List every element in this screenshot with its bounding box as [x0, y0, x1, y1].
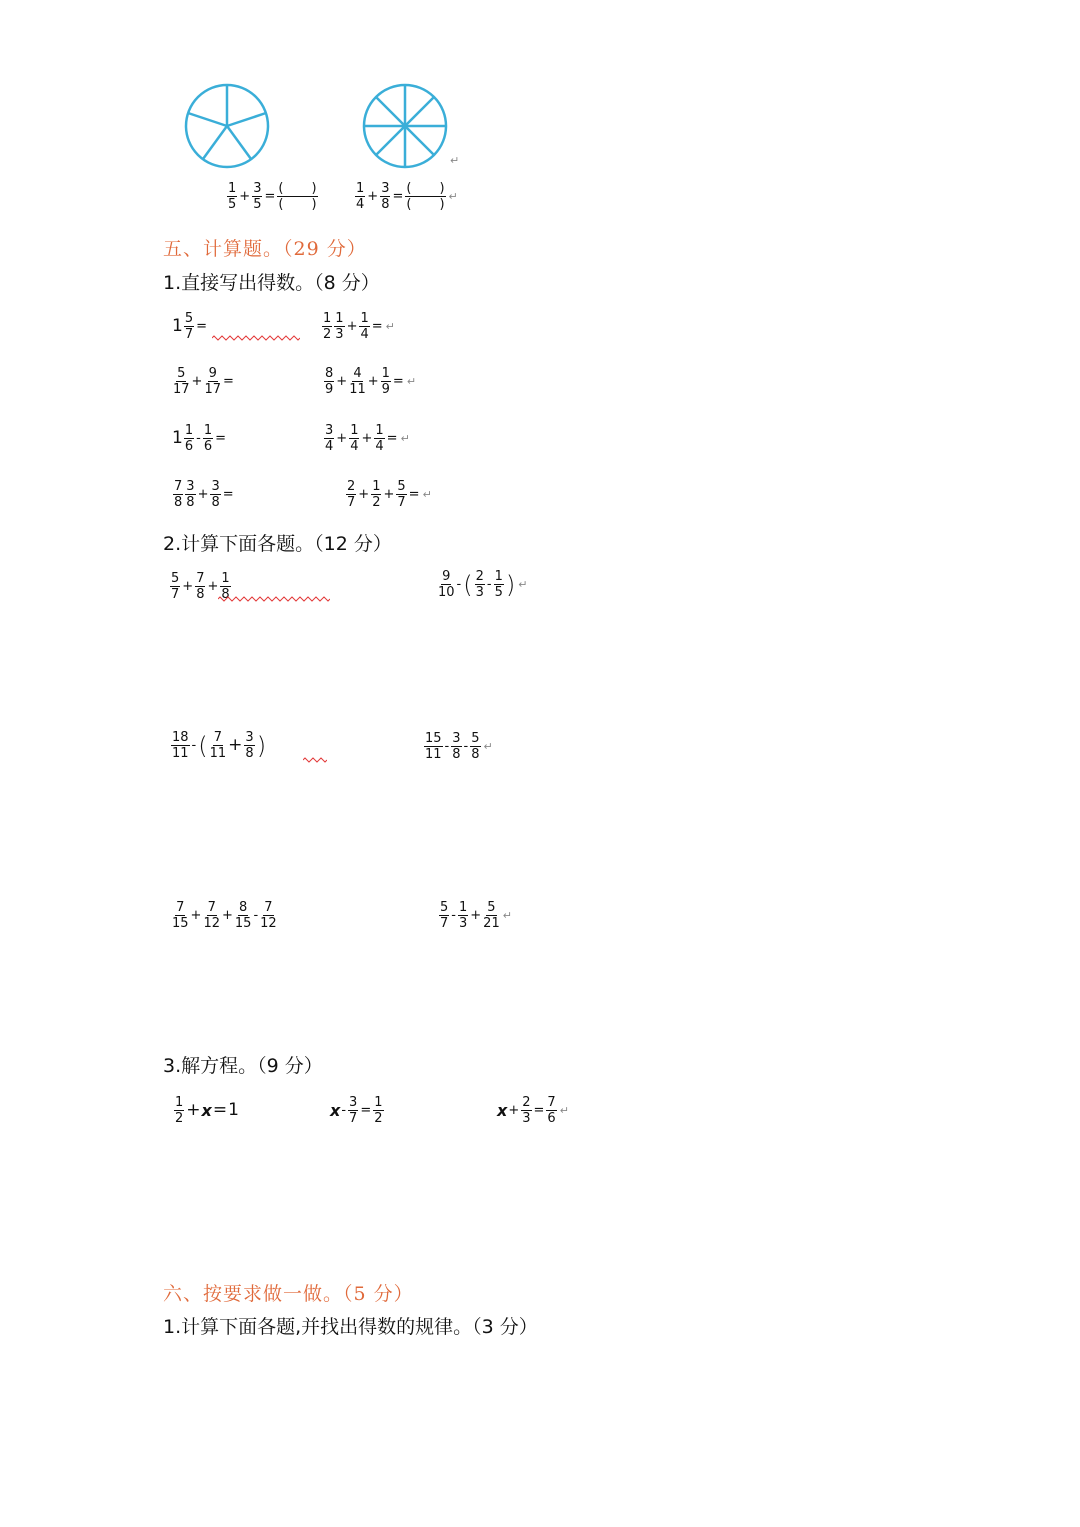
fraction: $\frac{1}{5}$ [228, 181, 237, 212]
return-mark: ↵ [448, 190, 458, 203]
fraction: $\frac{5}{8}$ [471, 731, 480, 762]
section5-q1-label: 1.直接写出得数。（8 分） [163, 272, 380, 294]
spellcheck-underline [218, 596, 330, 602]
fraction: $\frac{1}{2}$ [372, 479, 381, 510]
fraction: $\frac{7}{12}$ [260, 900, 277, 931]
diagram-left-expression: $\frac{1}{5}$ + $\frac{3}{5}$ = $\frac{( )}{( )}$ [228, 181, 317, 212]
q3-equation-1: $\frac{1}{2}$ + x = 1 [175, 1095, 239, 1126]
fraction: $\frac{1}{4}$ [356, 181, 365, 212]
fraction: $\frac{8}{15}$ [234, 900, 252, 931]
return-mark: ↵ [450, 154, 460, 167]
fraction: $\frac{4}{11}$ [349, 366, 366, 397]
fraction: $\frac{5}{7}$ [171, 571, 180, 602]
circle-fifths-diagram [180, 80, 275, 175]
fraction: $\frac{5}{17}$ [173, 366, 190, 397]
section5-q3-label: 3.解方程。（9 分） [163, 1055, 323, 1077]
fraction: $\frac{1}{2}$ [323, 311, 332, 342]
fraction: $\frac{9}{10}$ [438, 569, 455, 600]
return-mark: ↵ [422, 488, 432, 501]
fraction: $\frac{2}{3}$ [475, 569, 484, 600]
fraction: $\frac{5}{7}$ [184, 311, 194, 342]
q1-expr-6: $\frac{3}{4}$ + $\frac{1}{4}$ + $\frac{1}{4}$ = ↵ [325, 423, 410, 454]
fraction: $\frac{8}{9}$ [325, 366, 334, 397]
q1-expr-1: 1 $\frac{5}{7}$ = [172, 311, 208, 342]
section6-title: 六、按要求做一做。（5 分） [163, 1283, 414, 1305]
q1-expr-3: $\frac{5}{17}$ + $\frac{9}{17}$ = [173, 366, 234, 397]
fraction: $\frac{15}{11}$ [425, 731, 442, 762]
fraction: $\frac{1}{3}$ [335, 311, 344, 342]
answer-blank[interactable]: $\frac{( )}{( )}$ [278, 181, 317, 212]
fraction: $\frac{3}{8}$ [452, 731, 461, 762]
fraction: $\frac{7}{11}$ [209, 730, 227, 761]
q1-expr-2: $\frac{1}{2}$ $\frac{1}{3}$ + $\frac{1}{4}$ = ↵ [323, 311, 395, 342]
fraction: $\frac{3}{7}$ [349, 1095, 358, 1126]
section5-q2-label: 2.计算下面各题。（12 分） [163, 533, 392, 555]
fraction: $\frac{3}{8}$ [211, 479, 220, 510]
q2-expr-1: $\frac{5}{7}$ + $\frac{7}{8}$ + $\frac{1}{8}$ [171, 571, 230, 602]
q2-expr-3: $\frac{18}{11}$ - ( $\frac{7}{11}$ + $\frac{3}{8}$ ) [172, 730, 267, 761]
fraction: $\frac{1}{3}$ [458, 900, 468, 931]
return-mark: ↵ [400, 432, 410, 445]
section5-title: 五、计算题。（29 分） [163, 238, 367, 260]
fraction: $\frac{7}{6}$ [547, 1095, 556, 1126]
answer-blank[interactable]: $\frac{( )}{( )}$ [406, 181, 445, 212]
fraction: $\frac{2}{7}$ [347, 479, 356, 510]
fraction: $\frac{1}{9}$ [381, 366, 390, 397]
fraction: $\frac{3}{8}$ [186, 479, 195, 510]
fraction: $\frac{7}{15}$ [172, 900, 189, 931]
q2-expr-6: $\frac{5}{7}$ - $\frac{1}{3}$ + $\frac{5}{21}$ ↵ [440, 900, 512, 931]
fraction: $\frac{3}{5}$ [253, 181, 262, 212]
spellcheck-underline [212, 335, 300, 341]
fraction: $\frac{18}{11}$ [172, 730, 189, 761]
fraction: $\frac{7}{12}$ [203, 900, 220, 931]
fraction: $\frac{1}{6}$ [203, 423, 213, 454]
q2-expr-5: $\frac{7}{15}$ + $\frac{7}{12}$ + $\frac{8}{15}$ - $\frac{7}{12}$ [172, 900, 277, 931]
fraction: $\frac{9}{17}$ [204, 366, 221, 397]
diagram-right-expression: $\frac{1}{4}$ + $\frac{3}{8}$ = $\frac{( )}{( )}$ ↵ [356, 181, 458, 212]
section6-q1-label: 1.计算下面各题,并找出得数的规律。（3 分） [163, 1316, 538, 1338]
return-mark: ↵ [385, 320, 395, 333]
q3-equation-3: x + $\frac{2}{3}$ = $\frac{7}{6}$ ↵ [497, 1095, 569, 1126]
fraction: $\frac{1}{2}$ [374, 1095, 383, 1126]
q1-expr-5: 1 $\frac{1}{6}$ - $\frac{1}{6}$ = [172, 423, 226, 454]
circle-eighths-diagram [358, 80, 453, 175]
fraction: $\frac{3}{8}$ [381, 181, 390, 212]
fraction: $\frac{5}{7}$ [440, 900, 449, 931]
q2-expr-4: $\frac{15}{11}$ - $\frac{3}{8}$ - $\frac{5}{8}$ ↵ [425, 731, 493, 762]
fraction: $\frac{1}{5}$ [494, 569, 503, 600]
fraction: $\frac{1}{4}$ [360, 311, 369, 342]
fraction: $\frac{1}{8}$ [221, 571, 230, 602]
fraction: $\frac{1}{4}$ [350, 423, 359, 454]
fraction: $\frac{5}{21}$ [483, 900, 500, 931]
return-mark: ↵ [559, 1104, 569, 1117]
fraction: $\frac{1}{4}$ [375, 423, 384, 454]
q1-expr-4: $\frac{8}{9}$ + $\frac{4}{11}$ + $\frac{1}{9}$ = ↵ [325, 366, 417, 397]
q2-expr-2: $\frac{9}{10}$ - ( $\frac{2}{3}$ - $\frac{1}{5}$ ) ↵ [438, 569, 528, 600]
fraction: $\frac{5}{7}$ [397, 479, 406, 510]
q1-expr-7: $\frac{7}{8}$ $\frac{3}{8}$ + $\frac{3}{8}$ = [174, 479, 234, 510]
return-mark: ↵ [483, 740, 493, 753]
q1-expr-8: $\frac{2}{7}$ + $\frac{1}{2}$ + $\frac{5}{7}$ = ↵ [347, 479, 432, 510]
fraction: $\frac{2}{3}$ [522, 1095, 531, 1126]
fraction: $\frac{1}{2}$ [175, 1095, 184, 1126]
fraction: $\frac{7}{8}$ [196, 571, 205, 602]
fraction: $\frac{7}{8}$ [174, 479, 183, 510]
return-mark: ↵ [406, 375, 417, 388]
q3-equation-2: x - $\frac{3}{7}$ = $\frac{1}{2}$ [330, 1095, 383, 1126]
spellcheck-underline [303, 757, 327, 763]
fraction: $\frac{1}{6}$ [184, 423, 194, 454]
fraction: $\frac{3}{8}$ [245, 730, 254, 761]
fraction: $\frac{3}{4}$ [325, 423, 334, 454]
return-mark: ↵ [502, 909, 512, 922]
return-mark: ↵ [518, 578, 528, 591]
